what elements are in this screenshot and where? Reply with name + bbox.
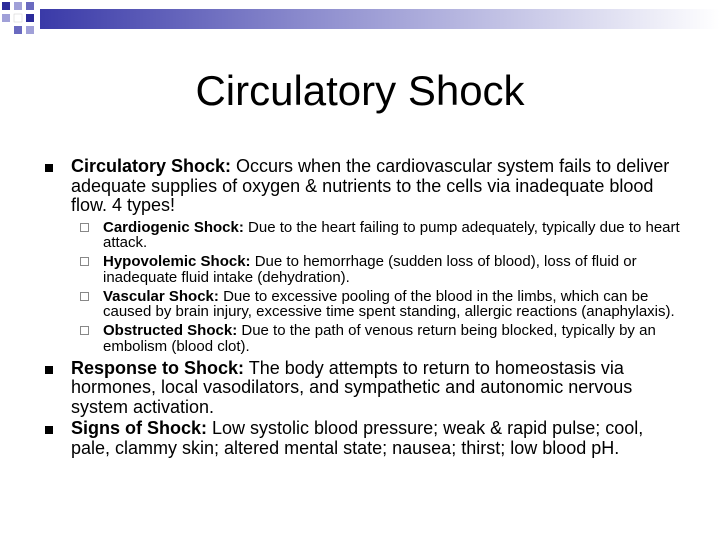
sub-bullet-cardiogenic: [71, 220, 684, 252]
square-bullet-icon: [45, 426, 53, 434]
sub-term: Vascular Shock:: [103, 287, 219, 305]
sub-text: Due to excessive pooling of the blood in the limbs, which can be caused by brain injury, excessive time spent standing, allergic reactions (anaphylaxis).: [103, 287, 675, 321]
sub-bullet-vascular: [71, 289, 684, 321]
bullet-term: Signs of Shock:: [71, 418, 208, 439]
sub-term: Obstructed Shock:: [103, 322, 238, 340]
bullet-text: Occurs when the cardiovascular system fails to deliver adequate supplies of oxygen & nutrients to the cells via inadequate blood flow. 4 types!: [71, 156, 670, 215]
sub-term: Hypovolemic Shock:: [103, 253, 251, 271]
checkbox-bullet-icon: [80, 292, 89, 301]
sub-text: Due to the path of venous return being blocked, typically by an embolism (blood clot).: [103, 322, 656, 356]
sub-text: Due to the heart failing to pump adequately, typically due to heart attack.: [103, 218, 680, 252]
bullet-term: Circulatory Shock:: [71, 156, 232, 176]
bullet-text: The body attempts to return to homeostasis via hormones, local vasodilators, and sympathetic and autonomic nervous system activation.: [71, 357, 633, 417]
bullet-term: Response to Shock:: [71, 357, 245, 378]
sub-bullet-obstructed: [71, 323, 684, 355]
sub-term: Cardiogenic Shock:: [103, 218, 244, 236]
sub-text: Due to hemorrhage (sudden loss of blood), loss of fluid or inadequate fluid intake (dehydration).: [103, 253, 637, 286]
checkbox-bullet-icon: [80, 326, 89, 335]
shock-types-list: [71, 220, 684, 355]
square-bullet-icon: [45, 164, 53, 172]
checkbox-bullet-icon: [80, 257, 89, 266]
checkbox-bullet-icon: [80, 223, 89, 232]
slide-title: Circulatory Shock: [195, 67, 525, 114]
top-gradient-bar: [40, 9, 720, 29]
sub-bullet-hypovolemic: [71, 254, 684, 286]
bullet-signs-of-shock: [44, 419, 684, 458]
bullet-text: Low systolic blood pressure; weak & rapid pulse; cool, pale, clammy skin; altered mental state; nausea; thirst; low blood pH.: [71, 418, 644, 458]
square-bullet-icon: [45, 366, 53, 374]
slide-content: [44, 157, 684, 458]
bullet-response-to-shock: [44, 359, 684, 418]
bullet-circulatory-shock: [44, 157, 684, 355]
